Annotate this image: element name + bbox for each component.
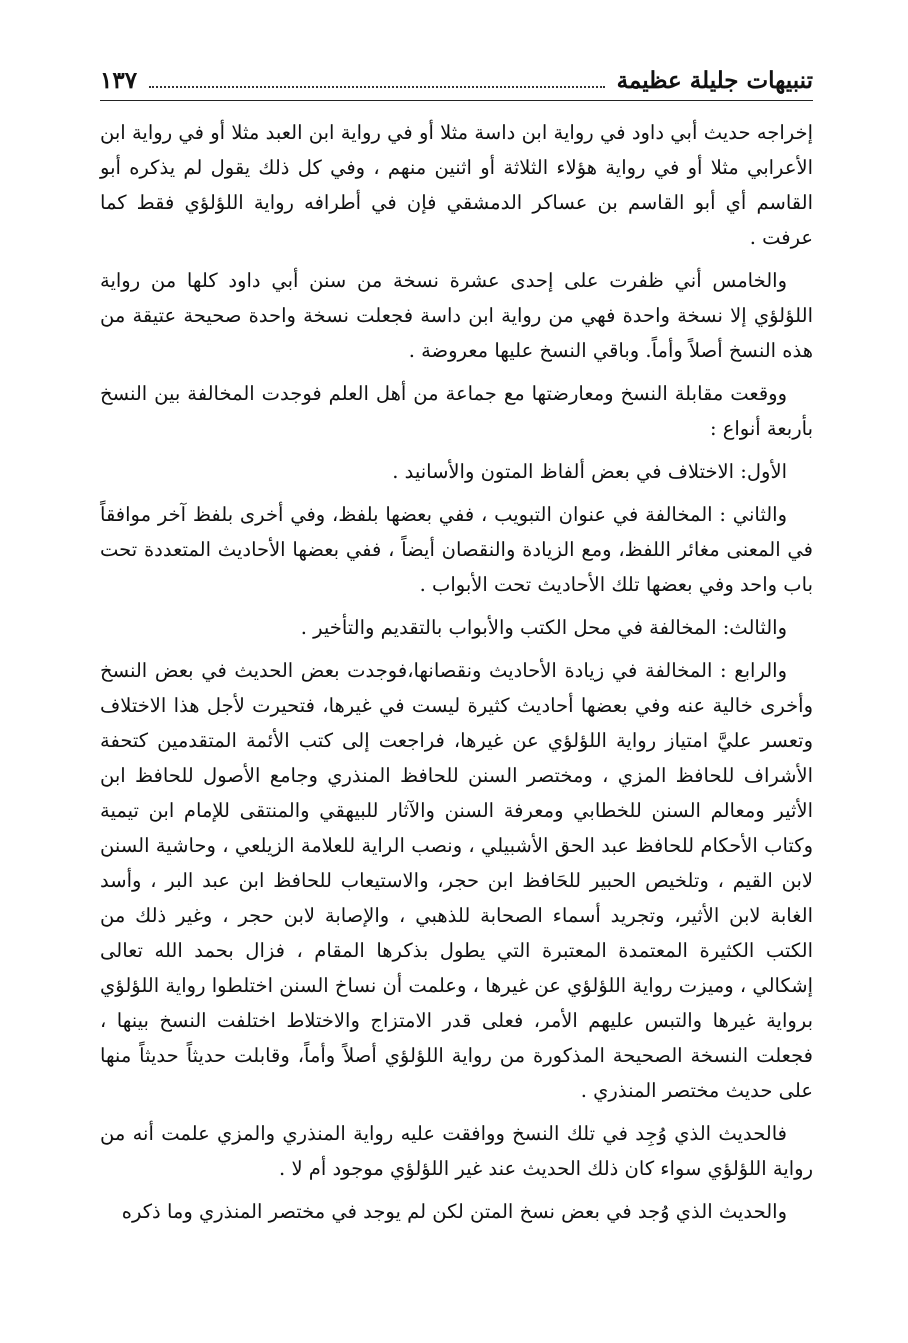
body-text bbox=[100, 115, 813, 1229]
paragraph-3: ووقعت مقابلة النسخ ومعارضتها مع جماعة من أهل العلم فوجدت المخالفة بين النسخ بأربعة أنواع : bbox=[100, 382, 813, 440]
paragraph-9: والحديث الذي وُجد في بعض نسخ المتن لكن لم يوجد في مختصر المنذري وما ذكره bbox=[121, 1200, 787, 1223]
paragraph-8: فالحديث الذي وُجِد في تلك النسخ ووافقت عليه رواية المنذري والمزي علمت أنه من رواية اللؤلؤي سواء كان ذلك الحديث عند غير اللؤلؤي موجود أم لا . bbox=[100, 1122, 813, 1180]
paragraph-6: والثالث: المخالفة في محل الكتب والأبواب بالتقديم والتأخير . bbox=[300, 616, 787, 639]
paragraph-1: إخراجه حديث أبي داود في رواية ابن داسة مثلا أو في رواية ابن العبد مثلا أو في رواية ابن الأعرابي مثلا أو في رواية هؤلاء الثلاثة أو اثنين منهم ، وفي كل ذلك يقول لم يذكره أبو القاسم أي أبو القاسم بن عساكر الدمشقي فإن في أطرافه رواية اللؤلؤي فقط كما عرفت . bbox=[100, 121, 813, 249]
header-title: تنبيهات جليلة عظيمة bbox=[616, 66, 813, 94]
paragraph-2: والخامس أني ظفرت على إحدى عشرة نسخة من سنن أبي داود كلها من رواية اللؤلؤي إلا نسخة واحدة فهي من رواية ابن داسة فجعلت نسخة واحدة صحيحة عتيقة من هذه النسخ أصلاً وأماً. وباقي النسخ عليها معروضة . bbox=[100, 269, 813, 362]
paragraph-7: والرابع : المخالفة في زيادة الأحاديث ونقصانها،فوجدت بعض الحديث في بعض النسخ وأخرى خالية عنه وفي بعضها أحاديث كثيرة ليست في غيرها، فتحيرت لأجل هذا الاختلاف وتعسر عليَّ امتياز رواية اللؤلؤي عن غيرها، فراجعت إلى كتب الأئمة المتقدمين كتحفة الأشراف للحافظ المزي ، ومختصر السنن للحافظ المنذري وجامع الأصول للحافظ ابن الأثير ومعالم السنن للخطابي ومعرفة السنن والآثار للبيهقي والمنتقى للإمام ابن تيمية وكتاب الأحكام للحافظ عبد الحق الأشبيلي ، ونصب الراية للعلامة الزيلعي ، وحاشية السنن لابن القيم ، وتلخيص الحبير للحَافظ ابن حجر، والاستيعاب للحافظ ابن عبد البر ، وأسد الغابة لابن الأثير، وتجريد أسماء الصحابة للذهبي ، والإصابة لابن حجر ، وغير ذلك من الكتب الكثيرة المعتمدة المعتبرة التي يطول بذكرها المقام ، فزال بحمد الله تعالى إشكالي ، وميزت رواية اللؤلؤي عن غيرها ، وعلمت أن نساخ السنن اختلطوا رواية اللؤلؤي برواية غيرها والتبس عليهم الأمر، فعلى قدر الامتزاج والاختلاط اختلفت النسخ بينها ، فجعلت النسخة الصحيحة المذكورة من رواية اللؤلؤي أصلاً وأماً، وقابلت حديثاً حديثاً منها على حديث مختصر المنذري . bbox=[100, 659, 813, 1102]
running-header bbox=[100, 60, 813, 101]
paragraph-5: والثاني : المخالفة في عنوان التبويب ، ففي بعضها بلفظ، وفي أخرى بلفظ آخر موافقاً في المعنى مغائر اللفظ، ومع الزيادة والنقصان أيضاً ، ففي بعضها الأحاديث المتعددة تحت باب واحد وفي بعضها تلك الأحاديث تحت الأبواب . bbox=[100, 503, 813, 596]
paragraph-4: الأول: الاختلاف في بعض ألفاظ المتون والأسانيد . bbox=[392, 460, 787, 483]
dotted-leader bbox=[149, 72, 605, 88]
page-number: ١٣٧ bbox=[100, 66, 138, 94]
